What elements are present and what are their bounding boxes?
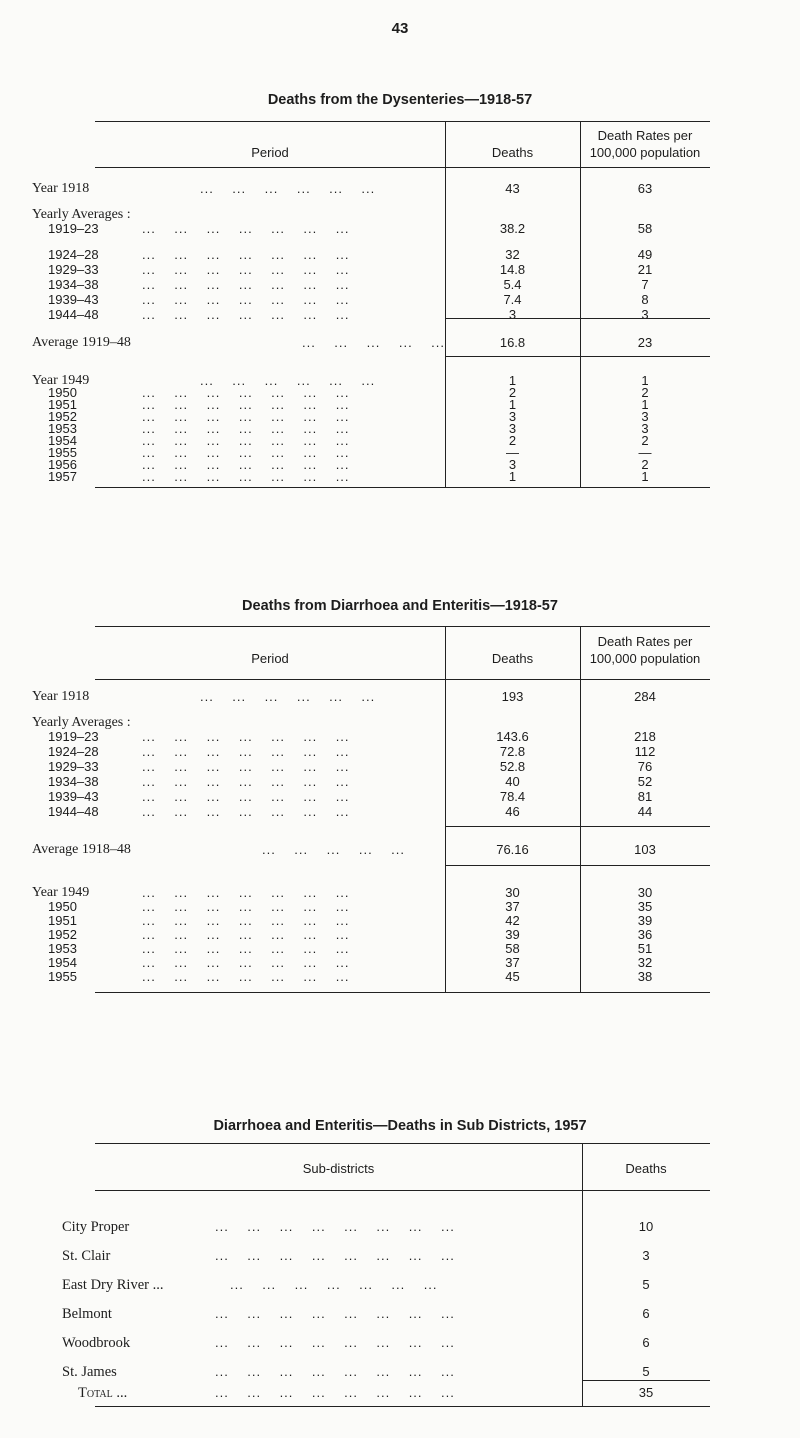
period-cell: 1944–48 <box>48 804 99 819</box>
period-cell: 1950 <box>48 899 77 914</box>
deaths-cell: 39 <box>505 927 520 942</box>
table-top-rule <box>95 1143 710 1144</box>
page-number: 43 <box>391 20 409 37</box>
leader-dots: ... ... ... ... ... ... ... <box>142 247 350 262</box>
rate-cell: 21 <box>637 262 653 277</box>
period-cell: 1944–48 <box>48 307 99 322</box>
deaths-cell: 78.4 <box>499 789 526 804</box>
leader-dots: ... ... ... ... ... ... <box>200 181 376 196</box>
period-cell: Year 1918 <box>32 181 90 196</box>
rate-cell: 2 <box>641 385 649 400</box>
period-cell: 1951 <box>48 397 77 412</box>
leader-dots: ... ... ... ... ... ... ... ... <box>215 1385 455 1400</box>
rate-cell: 2 <box>641 433 649 448</box>
total-label: Total ... <box>78 1385 128 1401</box>
leader-dots: ... ... ... ... ... ... <box>200 689 376 704</box>
period-cell: 1924–28 <box>48 744 99 759</box>
period-header: Period <box>251 651 289 666</box>
period-cell: Year 1918 <box>32 689 90 704</box>
deaths-cell: 143.6 <box>496 729 529 744</box>
district-cell: City Proper <box>62 1219 130 1235</box>
period-cell: 1939–43 <box>48 292 99 307</box>
period-cell: 1955 <box>48 969 77 984</box>
rate-cell: 23 <box>637 335 653 350</box>
period-cell: 1934–38 <box>48 277 99 292</box>
rate-cell: 284 <box>634 689 656 704</box>
table-bottom-rule <box>95 1406 710 1407</box>
deaths-cell: 6 <box>642 1335 650 1350</box>
rates-header-line2: 100,000 population <box>589 145 701 160</box>
leader-dots: ... ... ... ... ... ... ... <box>142 885 350 900</box>
leader-dots: ... ... ... ... ... <box>302 335 445 350</box>
rates-header-line1: Death Rates per <box>597 128 693 143</box>
period-cell: 1924–28 <box>48 247 99 262</box>
rate-cell: 36 <box>637 927 653 942</box>
leader-dots: ... ... ... ... ... ... ... ... <box>215 1248 455 1263</box>
period-cell: Year 1949 <box>32 885 90 900</box>
period-cell: Year 1949 <box>32 373 90 388</box>
leader-dots: ... ... ... ... ... ... ... <box>142 307 350 322</box>
rate-cell: 51 <box>637 941 653 956</box>
period-cell: 1929–33 <box>48 262 99 277</box>
leader-dots: ... ... ... ... ... ... ... ... <box>215 1219 455 1234</box>
rate-cell: — <box>638 445 652 460</box>
rate-cell: 44 <box>637 804 653 819</box>
deaths-cell: 193 <box>501 689 524 704</box>
leader-dots: ... ... ... ... ... ... ... <box>142 774 350 789</box>
deaths-cell: 37 <box>505 955 520 970</box>
deaths-cell: 3 <box>642 1248 650 1263</box>
deaths-header: Deaths <box>491 145 534 160</box>
district-cell: St. Clair <box>62 1248 111 1264</box>
period-cell: Average 1919–48 <box>32 335 131 350</box>
rate-cell: 81 <box>637 789 653 804</box>
deaths-cell: 7.4 <box>503 292 522 307</box>
section-rule <box>445 356 710 357</box>
section-rule <box>445 318 710 319</box>
section-rule <box>445 826 710 827</box>
leader-dots: ... ... ... ... ... <box>262 842 405 857</box>
leader-dots: ... ... ... ... ... ... ... <box>142 744 350 759</box>
period-cell: 1954 <box>48 955 77 970</box>
deaths-cell: 52.8 <box>499 759 526 774</box>
rate-cell: 35 <box>637 899 653 914</box>
leader-dots: ... ... ... ... ... ... ... <box>142 804 350 819</box>
district-cell: St. James <box>62 1364 117 1380</box>
header-rule <box>95 1190 710 1191</box>
deaths-cell: 76.16 <box>496 842 529 857</box>
period-cell: 1954 <box>48 433 77 448</box>
deaths-header: Deaths <box>491 651 534 666</box>
leader-dots: ... ... ... ... ... ... ... <box>142 913 350 928</box>
rates-header-line1: Death Rates per <box>597 634 693 649</box>
period-cell: 1929–33 <box>48 759 99 774</box>
rate-cell: 63 <box>637 181 653 196</box>
period-cell: 1919–23 <box>48 221 99 236</box>
rate-cell: 2 <box>641 457 649 472</box>
deaths-cell: 1 <box>508 397 517 412</box>
deaths-cell: 5.4 <box>503 277 522 292</box>
deaths-cell: 10 <box>638 1219 654 1234</box>
period-cell: Yearly Averages : <box>32 207 131 222</box>
leader-dots: ... ... ... ... ... ... ... <box>142 941 350 956</box>
leader-dots: ... ... ... ... ... ... ... <box>230 1277 438 1292</box>
table-bottom-rule <box>95 487 710 488</box>
rate-cell: 3 <box>641 421 649 436</box>
deaths-cell: 2 <box>508 433 517 448</box>
deaths-cell: 1 <box>508 469 517 484</box>
period-cell: 1952 <box>48 409 77 424</box>
rates-header-line2: 100,000 population <box>589 651 701 666</box>
dysenteries-table-title: Deaths from the Dysenteries—1918-57 <box>267 92 533 108</box>
deaths-cell: 3 <box>508 457 517 472</box>
period-cell: 1951 <box>48 913 77 928</box>
district-cell: Belmont <box>62 1306 112 1322</box>
rate-cell: 112 <box>634 744 656 759</box>
deaths-cell: 38.2 <box>499 221 526 236</box>
section-rule <box>445 865 710 866</box>
leader-dots: ... ... ... ... ... ... ... <box>142 262 350 277</box>
rate-cell: 49 <box>637 247 653 262</box>
leader-dots: ... ... ... ... ... ... ... <box>142 899 350 914</box>
district-cell: Woodbrook <box>62 1335 131 1351</box>
leader-dots: ... ... ... ... ... ... ... <box>142 397 350 412</box>
leader-dots: ... ... ... ... ... ... ... <box>142 969 350 984</box>
deaths-cell: 14.8 <box>499 262 526 277</box>
period-cell: 1939–43 <box>48 789 99 804</box>
rate-cell: 39 <box>637 913 653 928</box>
rates-header <box>580 127 710 161</box>
table-bottom-rule <box>95 992 710 993</box>
leader-dots: ... ... ... ... ... ... ... <box>142 457 350 472</box>
rate-cell: 32 <box>637 955 653 970</box>
leader-dots: ... ... ... ... ... ... ... <box>142 277 350 292</box>
deaths-cell: 3 <box>508 421 517 436</box>
leader-dots: ... ... ... ... ... ... ... ... <box>215 1335 455 1350</box>
total-deaths: 35 <box>638 1385 654 1400</box>
deaths-cell: 32 <box>505 247 520 262</box>
leader-dots: ... ... ... ... ... ... ... ... <box>215 1364 455 1379</box>
deaths-cell: 5 <box>642 1277 650 1292</box>
rate-cell: 30 <box>637 885 653 900</box>
leader-dots: ... ... ... ... ... ... ... <box>142 385 350 400</box>
leader-dots: ... ... ... ... ... ... ... <box>142 292 350 307</box>
rate-cell: 7 <box>641 277 649 292</box>
rate-cell: 1 <box>641 373 649 388</box>
period-header: Period <box>251 145 289 160</box>
deaths-cell: 58 <box>505 941 520 956</box>
period-cell: 1934–38 <box>48 774 99 789</box>
leader-dots: ... ... ... ... ... ... ... <box>142 433 350 448</box>
leader-dots: ... ... ... ... ... ... ... <box>142 409 350 424</box>
rate-cell: 218 <box>634 729 656 744</box>
period-cell: Average 1918–48 <box>32 842 131 857</box>
diarrhoea-table-title: Deaths from Diarrhoea and Enteritis—1918-57 <box>242 598 558 614</box>
rate-cell: 3 <box>641 307 649 322</box>
deaths-cell: 2 <box>508 385 517 400</box>
period-cell: 1953 <box>48 421 77 436</box>
subdistrict-table-title: Diarrhoea and Enteritis—Deaths in Sub Districts, 1957 <box>213 1118 587 1134</box>
leader-dots: ... ... ... ... ... ... ... ... <box>215 1306 455 1321</box>
deaths-cell: 3 <box>508 409 517 424</box>
rate-cell: 1 <box>641 397 649 412</box>
leader-dots: ... ... ... ... ... ... <box>200 373 376 388</box>
deaths-cell: 40 <box>505 774 520 789</box>
leader-dots: ... ... ... ... ... ... ... <box>142 221 350 236</box>
total-rule <box>582 1380 710 1381</box>
deaths-cell: 37 <box>505 899 520 914</box>
period-cell: 1957 <box>48 469 77 484</box>
rate-cell: 103 <box>634 842 656 857</box>
leader-dots: ... ... ... ... ... ... ... <box>142 927 350 942</box>
period-cell: 1950 <box>48 385 77 400</box>
deaths-cell: 5 <box>642 1364 650 1379</box>
rate-cell: 76 <box>637 759 653 774</box>
period-cell: 1952 <box>48 927 77 942</box>
deaths-cell: 46 <box>505 804 520 819</box>
leader-dots: ... ... ... ... ... ... ... <box>142 469 350 484</box>
leader-dots: ... ... ... ... ... ... ... <box>142 759 350 774</box>
table-top-rule <box>95 121 710 122</box>
rate-cell: 1 <box>641 469 649 484</box>
deaths-cell: 72.8 <box>499 744 526 759</box>
deaths-header: Deaths <box>625 1161 667 1176</box>
district-cell: East Dry River ... <box>62 1277 164 1293</box>
leader-dots: ... ... ... ... ... ... ... <box>142 955 350 970</box>
period-cell: 1919–23 <box>48 729 99 744</box>
subdistricts-header: Sub-districts <box>302 1161 375 1176</box>
table-row <box>0 470 800 484</box>
rate-cell: 3 <box>641 409 649 424</box>
leader-dots: ... ... ... ... ... ... ... <box>142 789 350 804</box>
deaths-cell: 43 <box>505 181 520 196</box>
period-cell: 1955 <box>48 445 77 460</box>
table-top-rule <box>95 626 710 627</box>
deaths-cell: 6 <box>642 1306 650 1321</box>
header-rule <box>95 679 710 680</box>
rates-header <box>580 633 710 667</box>
period-cell: 1956 <box>48 457 77 472</box>
deaths-cell: 16.8 <box>499 335 526 350</box>
deaths-cell: 1 <box>508 373 517 388</box>
leader-dots: ... ... ... ... ... ... ... <box>142 421 350 436</box>
deaths-cell: 3 <box>508 307 517 322</box>
deaths-cell: 42 <box>505 913 520 928</box>
rate-cell: 52 <box>637 774 653 789</box>
leader-dots: ... ... ... ... ... ... ... <box>142 445 350 460</box>
period-cell: 1953 <box>48 941 77 956</box>
deaths-cell: 45 <box>505 969 520 984</box>
deaths-cell: — <box>506 445 519 460</box>
period-cell: Yearly Averages : <box>32 715 131 730</box>
rate-cell: 8 <box>641 292 649 307</box>
rate-cell: 58 <box>637 221 653 236</box>
deaths-cell: 30 <box>505 885 520 900</box>
leader-dots: ... ... ... ... ... ... ... <box>142 729 350 744</box>
header-rule <box>95 167 710 168</box>
rate-cell: 38 <box>637 969 653 984</box>
